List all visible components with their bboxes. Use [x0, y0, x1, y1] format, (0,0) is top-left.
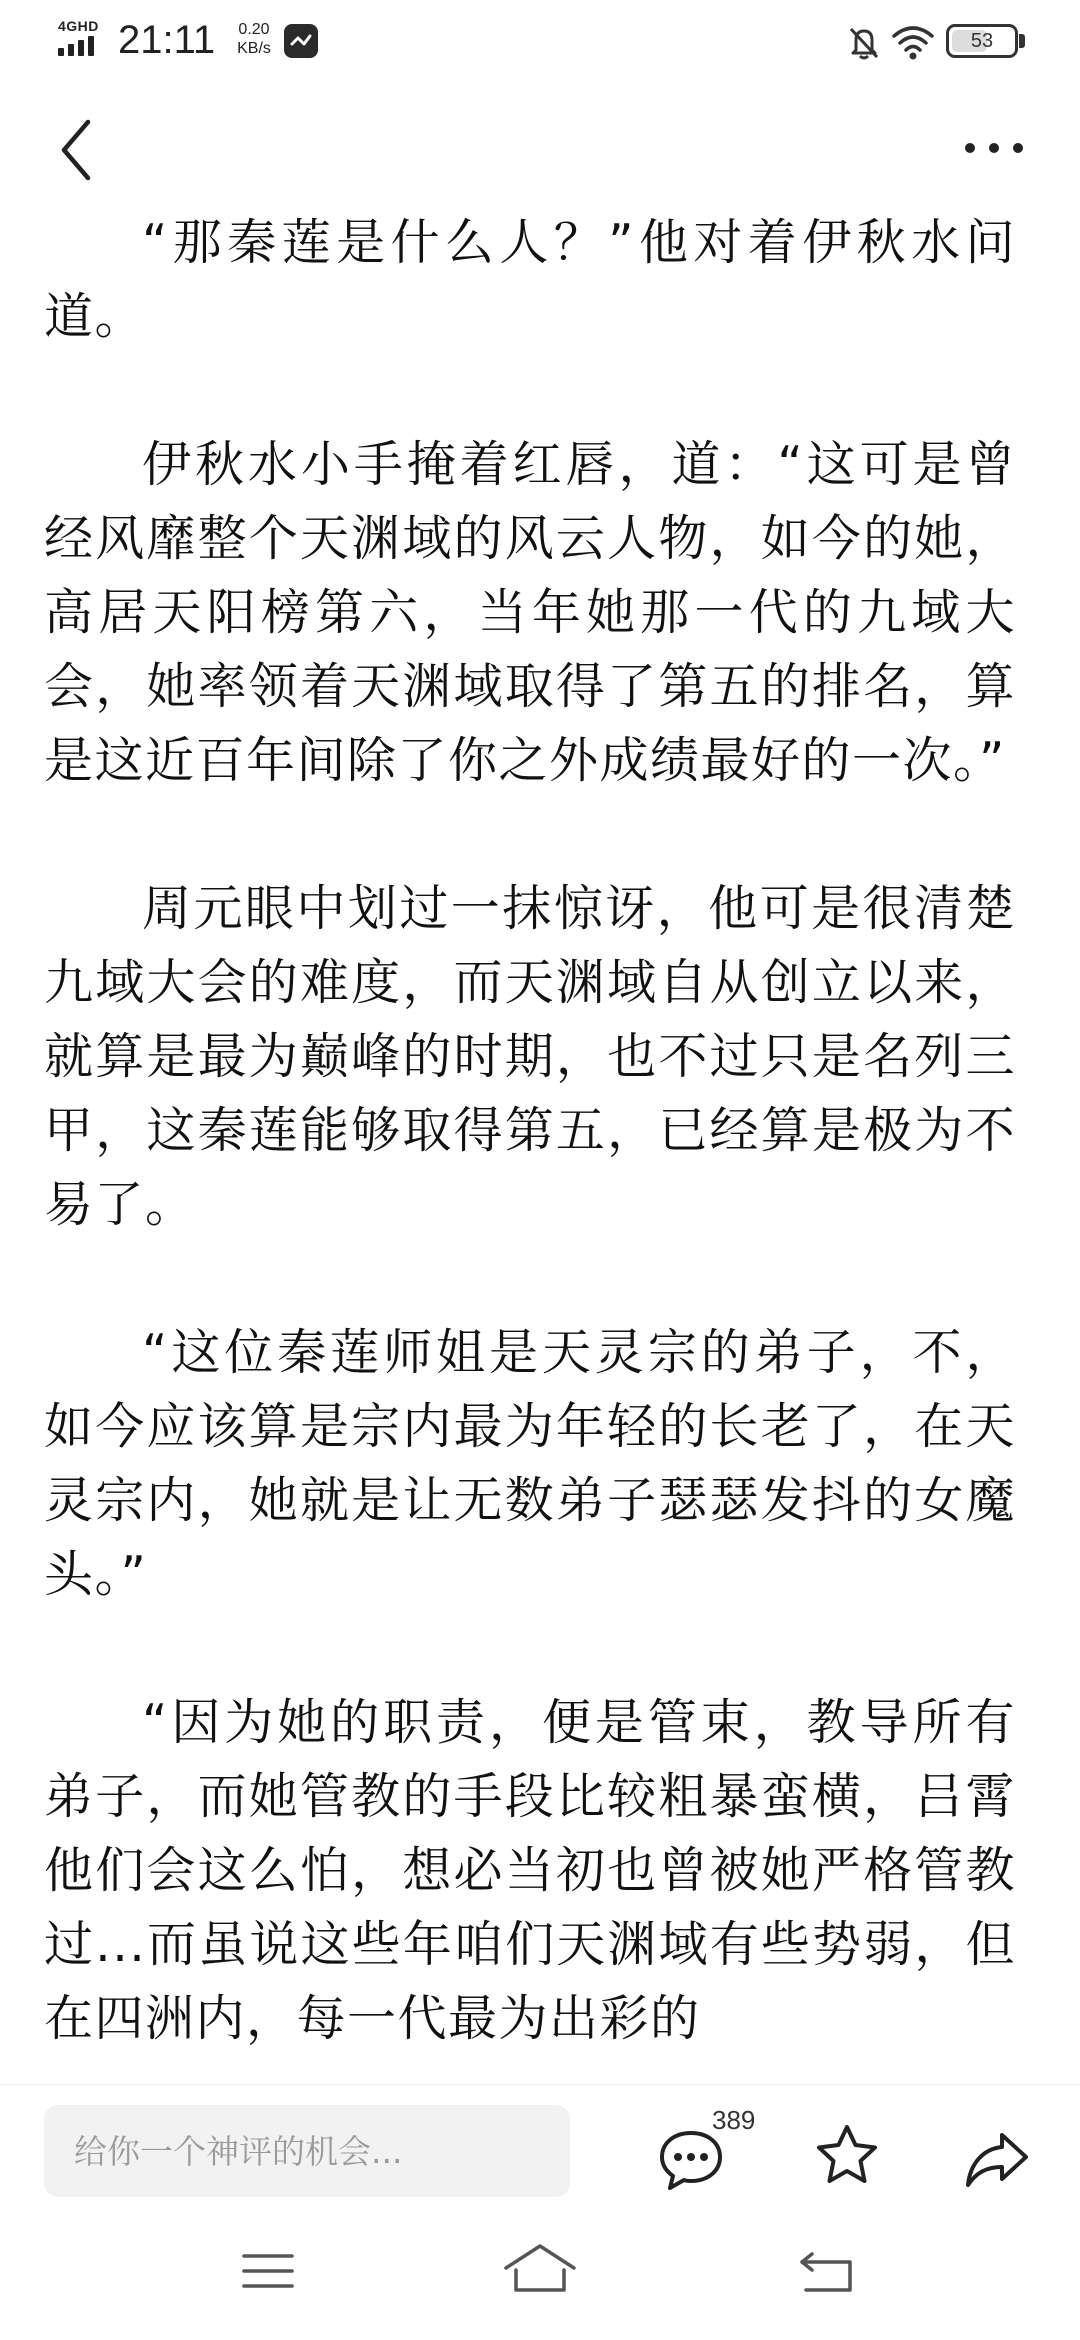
paragraph: “这位秦莲师姐是天灵宗的弟子，不，如今应该算是宗内最为年轻的长老了，在天灵宗内，她就是让无数弟子瑟瑟发抖的女魔头。” [44, 1324, 1016, 1603]
network-speed-value: 0.20 [238, 21, 270, 38]
menu-lines-icon [240, 2246, 296, 2296]
recent-apps-button[interactable] [240, 2246, 296, 2296]
star-icon [812, 2121, 882, 2191]
paragraph: 伊秋水小手掩着红唇，道：“这可是曾经风靡整个天渊域的风云人物，如今的她，高居天阳榜第六，当年她那一代的九域大会，她率领着天渊域取得了第五的排名，算是这近百年间除了你之外成绩最好的一次。” [44, 436, 1016, 789]
signal-icon [58, 36, 94, 56]
clock: 21:11 [118, 18, 216, 62]
chevron-left-icon [52, 116, 102, 186]
paragraph: “因为她的职责，便是管束，教导所有弟子，而她管教的手段比较粗暴蛮横，吕霄他们会这么怕，想必当初也曾被她严格管教过...而虽说这些年咱们天渊域有些势弱，但在四洲内，每一代最为出彩的 [44, 1694, 1016, 2047]
system-navigation-bar [0, 2214, 1080, 2340]
network-speed [224, 20, 284, 58]
home-icon [502, 2240, 578, 2300]
app-notification-icon [284, 24, 318, 58]
network-speed-unit: KB/s [237, 40, 271, 57]
status-bar [0, 0, 1080, 84]
more-dots-icon [960, 128, 1028, 168]
network-type: 4GHD [58, 18, 99, 34]
return-icon [796, 2246, 856, 2296]
share-button[interactable] [962, 2125, 1032, 2195]
favorite-button[interactable] [812, 2121, 882, 2191]
paragraph: “那秦莲是什么人？”他对着伊秋水问道。 [44, 214, 1016, 345]
bottom-action-bar [0, 2084, 1080, 2215]
mute-bell-icon [844, 22, 884, 62]
wifi-icon [890, 22, 936, 62]
comment-input[interactable] [44, 2105, 570, 2197]
share-arrow-icon [962, 2125, 1032, 2195]
battery-indicator [946, 24, 1018, 58]
paragraph: 周元眼中划过一抹惊讶，他可是很清楚九域大会的难度，而天渊域自从创立以来，就算是最为巅峰的时期，也不过只是名列三甲，这秦莲能够取得第五，已经算是极为不易了。 [44, 880, 1016, 1233]
back-button[interactable] [52, 116, 102, 186]
comment-count: 389 [712, 2105, 756, 2135]
more-button[interactable] [960, 128, 1028, 168]
battery-tip [1019, 34, 1025, 48]
battery-level: 53 [970, 30, 994, 52]
home-button[interactable] [502, 2240, 578, 2300]
system-back-button[interactable] [796, 2246, 856, 2296]
article-body [44, 206, 1016, 2130]
